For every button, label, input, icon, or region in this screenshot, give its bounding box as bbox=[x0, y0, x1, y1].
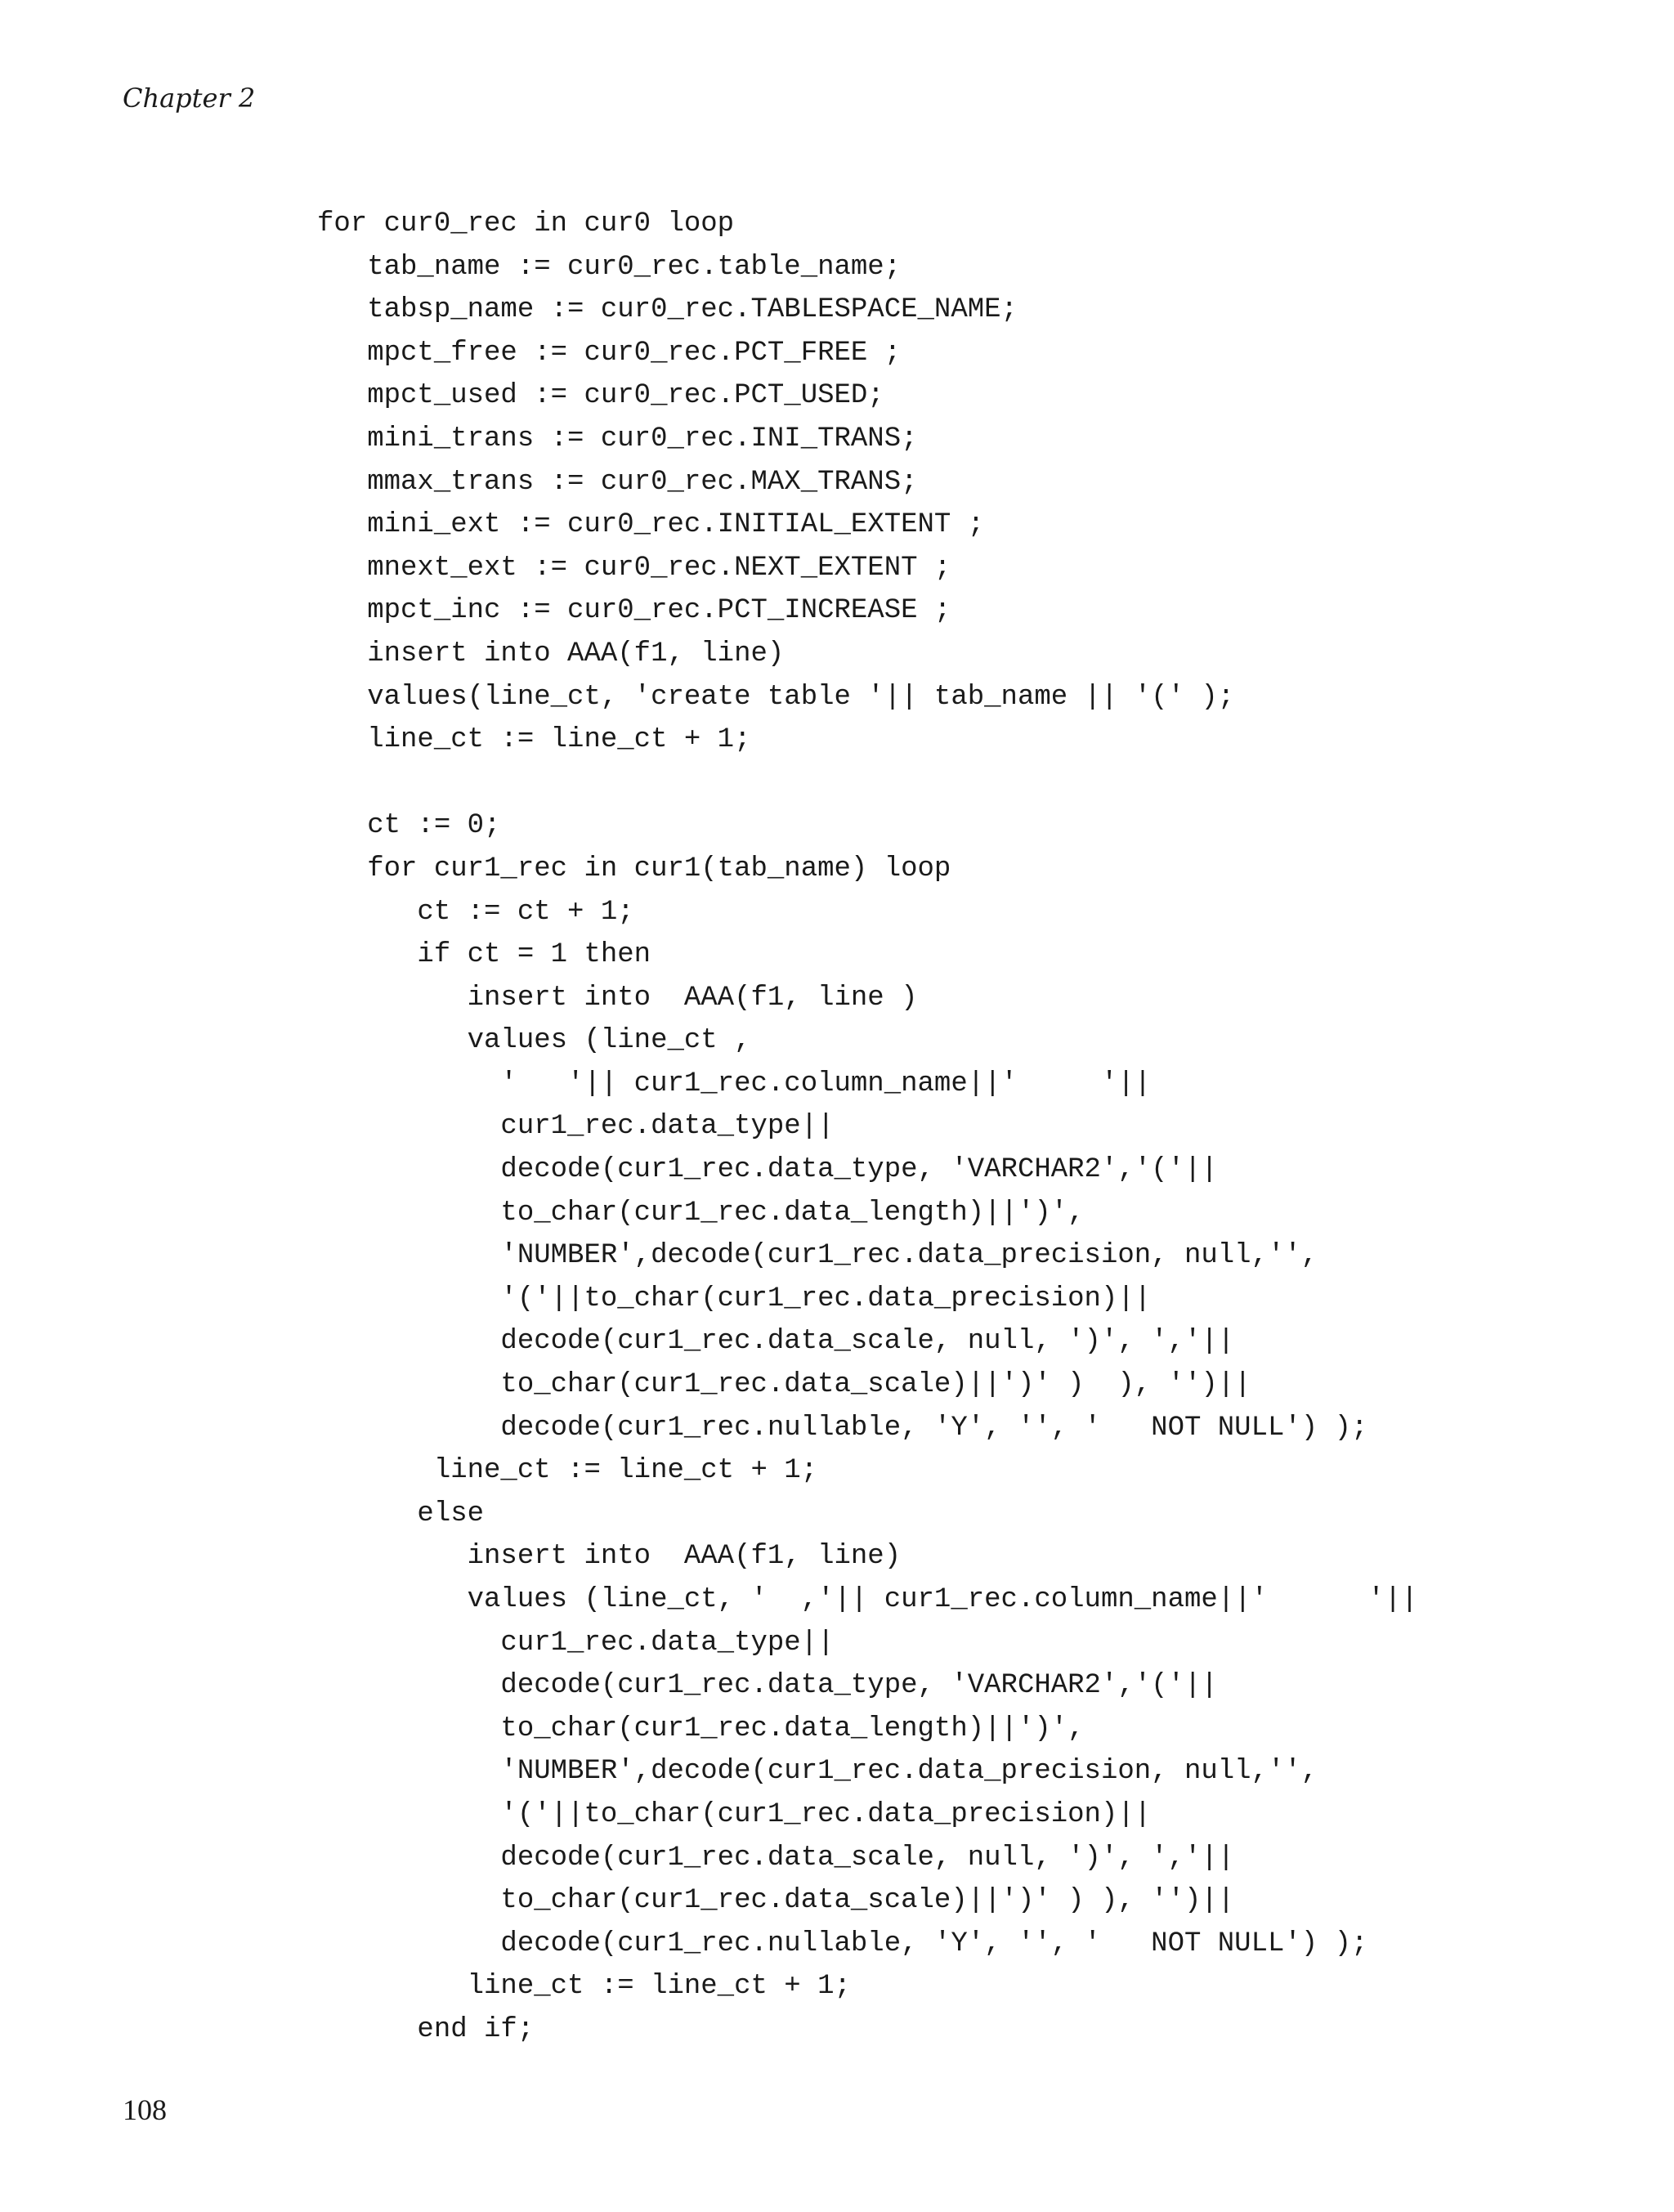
code-line: mpct_free := cur0_rec.PCT_FREE ; bbox=[317, 337, 902, 369]
code-line: decode(cur1_rec.data_type, 'VARCHAR2','('|| bbox=[317, 1670, 1218, 1702]
code-line: mpct_inc := cur0_rec.PCT_INCREASE ; bbox=[317, 595, 951, 627]
code-line: ' '|| cur1_rec.column_name||' '|| bbox=[317, 1068, 1152, 1099]
code-line: line_ct := line_ct + 1; bbox=[317, 724, 751, 756]
code-listing bbox=[317, 203, 1418, 2052]
code-line: decode(cur1_rec.data_scale, null, ')', ','|| bbox=[317, 1326, 1235, 1358]
code-line: cur1_rec.data_type|| bbox=[317, 1627, 835, 1659]
code-line: '('||to_char(cur1_rec.data_precision)|| bbox=[317, 1283, 1152, 1314]
code-line: tab_name := cur0_rec.table_name; bbox=[317, 251, 902, 283]
code-line: ct := ct + 1; bbox=[317, 896, 634, 928]
code-line: mmax_trans := cur0_rec.MAX_TRANS; bbox=[317, 466, 918, 498]
code-line: to_char(cur1_rec.data_scale)||')' ) ), '')|| bbox=[317, 1885, 1235, 1917]
code-line: cur1_rec.data_type|| bbox=[317, 1111, 835, 1143]
code-line: '('||to_char(cur1_rec.data_precision)|| bbox=[317, 1798, 1152, 1830]
code-line: to_char(cur1_rec.data_length)||')', bbox=[317, 1197, 1085, 1229]
code-line: end if; bbox=[317, 2013, 535, 2045]
code-line: insert into AAA(f1, line ) bbox=[317, 982, 918, 1014]
code-line: mpct_used := cur0_rec.PCT_USED; bbox=[317, 380, 884, 412]
code-line: for cur0_rec in cur0 loop bbox=[317, 208, 735, 240]
code-line: values(line_ct, 'create table '|| tab_name || '(' ); bbox=[317, 681, 1235, 713]
code-line: to_char(cur1_rec.data_scale)||')' ) ), '')|| bbox=[317, 1369, 1251, 1401]
code-line: mini_ext := cur0_rec.INITIAL_EXTENT ; bbox=[317, 509, 985, 541]
code-line: line_ct := line_ct + 1; bbox=[317, 1971, 851, 2003]
code-line: decode(cur1_rec.nullable, 'Y', '', ' NOT NULL') ); bbox=[317, 1412, 1368, 1444]
code-line: insert into AAA(f1, line) bbox=[317, 638, 785, 669]
code-line: values (line_ct , bbox=[317, 1025, 751, 1057]
code-line: to_char(cur1_rec.data_length)||')', bbox=[317, 1713, 1085, 1744]
code-line: values (line_ct, ' ,'|| cur1_rec.column_name||' '|| bbox=[317, 1584, 1418, 1615]
code-line: decode(cur1_rec.data_type, 'VARCHAR2','('|| bbox=[317, 1154, 1218, 1186]
code-line: tabsp_name := cur0_rec.TABLESPACE_NAME; bbox=[317, 294, 1018, 326]
code-line: 'NUMBER',decode(cur1_rec.data_precision, null,'', bbox=[317, 1240, 1318, 1272]
code-line: mnext_ext := cur0_rec.NEXT_EXTENT ; bbox=[317, 552, 951, 584]
code-line: insert into AAA(f1, line) bbox=[317, 1541, 902, 1573]
code-line: else bbox=[317, 1498, 485, 1529]
code-line: decode(cur1_rec.data_scale, null, ')', ','|| bbox=[317, 1842, 1235, 1874]
code-line: for cur1_rec in cur1(tab_name) loop bbox=[317, 853, 951, 884]
page-number: 108 bbox=[123, 2093, 167, 2126]
chapter-running-head: Chapter 2 bbox=[123, 83, 256, 114]
code-line: if ct = 1 then bbox=[317, 939, 651, 971]
code-line: decode(cur1_rec.nullable, 'Y', '', ' NOT NULL') ); bbox=[317, 1928, 1368, 1959]
code-line: mini_trans := cur0_rec.INI_TRANS; bbox=[317, 423, 918, 454]
code-line-blank bbox=[317, 762, 1418, 805]
code-line: ct := 0; bbox=[317, 810, 501, 842]
code-line: line_ct := line_ct + 1; bbox=[317, 1455, 818, 1487]
code-line: 'NUMBER',decode(cur1_rec.data_precision, null,'', bbox=[317, 1756, 1318, 1788]
